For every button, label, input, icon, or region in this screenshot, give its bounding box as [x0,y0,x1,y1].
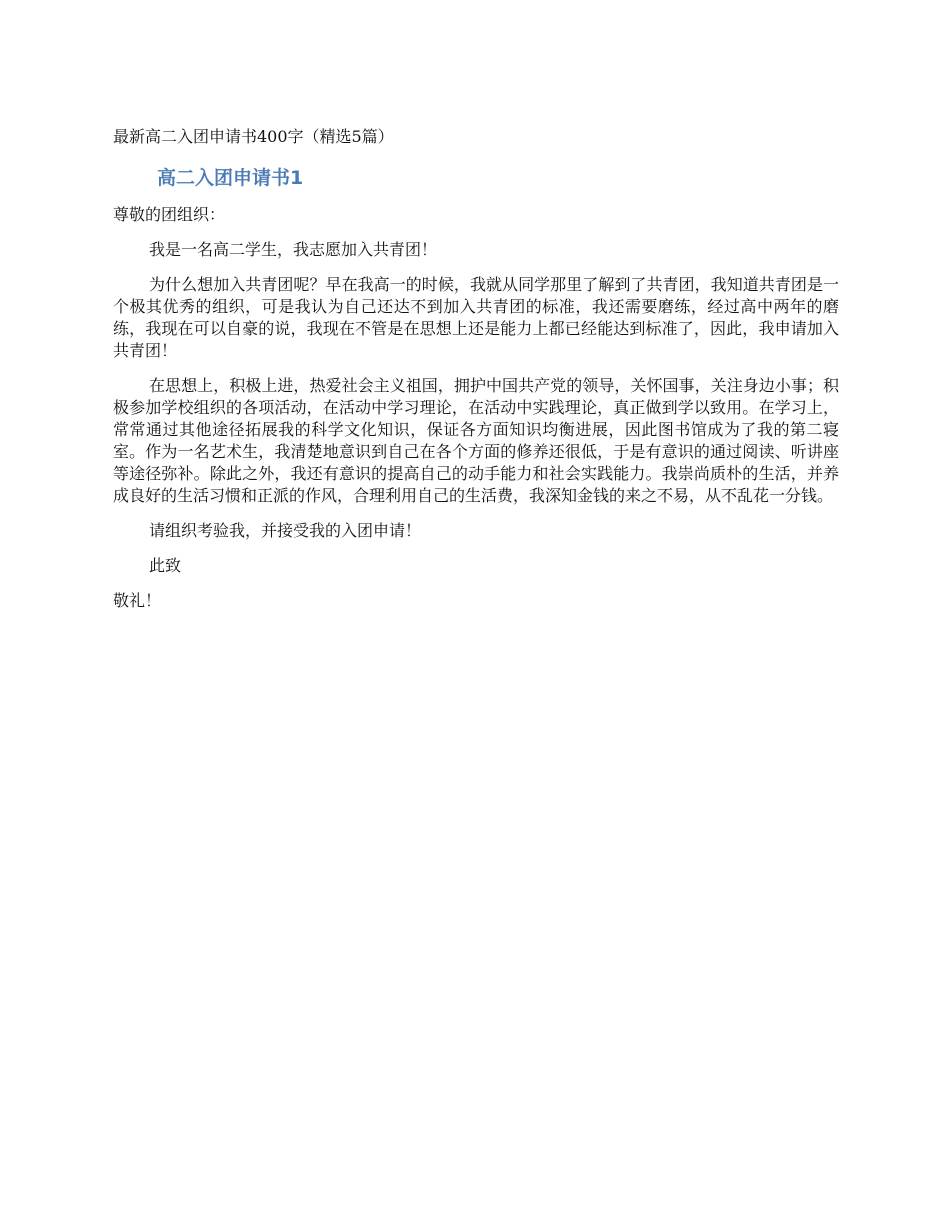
paragraph: 在思想上，积极上进，热爱社会主义祖国，拥护中国共产党的领导，关怀国事，关注身边小事；积极参加学校组织的各项活动，在活动中学习理论，在活动中实践理论，真正做到学以致用。在学习上，常常通过其他途径拓展我的科学文化知识，保证各方面知识均衡进展，因此图书馆成为了我的第二寝室。作为一名艺术生，我清楚地意识到自己在各个方面的修养还很低，于是有意识的通过阅读、听讲座等途径弥补。除此之外，我还有意识的提高自己的动手能力和社会实践能力。我崇尚质朴的生活，并养成良好的生活习惯和正派的作风，合理利用自己的生活费，我深知金钱的来之不易，从不乱花一分钱。 [113,376,839,505]
letter-body [113,204,839,625]
document-title: 最新高二入团申请书400字（精选5篇） [113,127,394,146]
salutation: 尊敬的团组织： [113,205,226,224]
section-heading: 高二入团申请书1 [157,167,304,189]
closing-line: 此致 [149,556,182,575]
paragraph: 请组织考验我，并接受我的入团申请！ [149,521,422,540]
paragraph: 我是一名高二学生，我志愿加入共青团！ [149,240,438,259]
closing-salute: 敬礼！ [113,591,162,610]
paragraph: 为什么想加入共青团呢？早在我高一的时候，我就从同学那里了解到了共青团，我知道共青团是一个极其优秀的组织，可是我认为自己还达不到加入共青团的标准，我还需要磨练，经过高中两年的磨练，我现在可以自豪的说，我现在不管是在思想上还是能力上都已经能达到标准了，因此，我申请加入共青团！ [113,275,839,360]
